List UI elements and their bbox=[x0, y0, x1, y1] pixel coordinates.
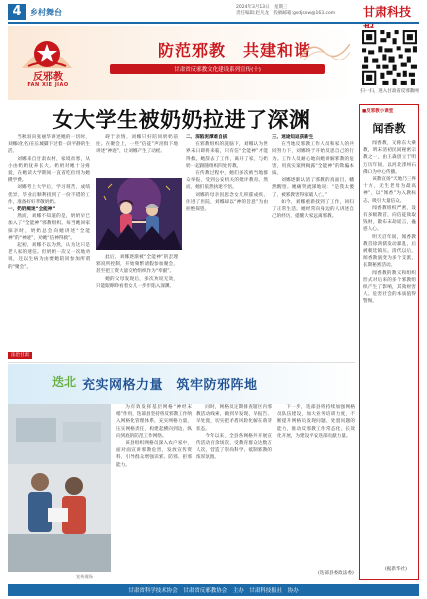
main-article-title: 女大学生被奶奶拉进了深渊 bbox=[52, 107, 311, 132]
header-info bbox=[236, 5, 366, 17]
section-name: 乡村舞台 bbox=[30, 8, 62, 17]
banner-slogan: 防范邪教 共建和谐 bbox=[158, 41, 312, 60]
paragraph: 闻香教，又称东大乘教，明末清初民间秘密宗教之一，由王森创立于明万历年间，以河北滦州石佛口为中心传播。 bbox=[363, 141, 416, 175]
bottom-article-column-3 bbox=[277, 404, 355, 574]
main-article-column-4 bbox=[272, 134, 354, 352]
article-subheading: 一、奶奶痴迷“全能神” bbox=[8, 207, 56, 213]
paragraph: 起初，刘娜不以为然，认为这只是老人家的迷信。但奶奶一次又一次地劝说，还以生病为由要她陪同参加所谓的“聚会”。 bbox=[8, 243, 90, 270]
photo-caption: 宣传现场 bbox=[76, 574, 93, 579]
source-tag: 法治甘肃 bbox=[8, 352, 32, 359]
page-header bbox=[8, 4, 419, 20]
main-article-column-2b bbox=[96, 254, 178, 352]
paragraph: 碍于亲情，刘娜只好陪同奶奶前往。在聚会上，一些“信徒”声泪俱下地讲述“神迹”，让刘娜产生了动摇。 bbox=[96, 135, 178, 155]
paragraph: 该县组织网格员深入农户家中，面对面宣讲邪教危害，发放宣传资料，引导群众增强识邪、防邪、拒邪能力。 bbox=[116, 441, 192, 468]
paragraph: 该教宣扬“天地乃三界十方，无生老母为最高神”，以“闻香”为入教标志，吸引大量信众。 bbox=[363, 177, 416, 204]
banner-subtitle-ribbon bbox=[110, 64, 325, 74]
main-article-column-1 bbox=[8, 134, 90, 352]
paragraph: 刘娜来自甘肃农村，家境贫寒，从小由奶奶抚养长大。奶奶对她十分疼爱，在她读大学期间一直省吃俭用为她攒学费。 bbox=[8, 156, 90, 184]
paragraph: 此后，刘娜逐渐被“全能神”的歪理邪说所控制，开始频繁请假参加聚会，甚至把工资大量交给组织作为“奉献”。 bbox=[96, 255, 178, 275]
bottom-article-title: 充实网格力量 筑牢防邪阵地 bbox=[82, 378, 258, 393]
paragraph: 在当地反邪教工作人员和家人的共同努力下，刘娜终于开始反思自己的行为。工作人员耐心地向她讲解邪教的危害，用真实案例揭露“全能神”的欺骗本质。 bbox=[272, 142, 354, 177]
page-footer bbox=[8, 584, 419, 596]
banner-decoration-icon bbox=[300, 30, 350, 60]
paragraph: 刘娜考上大学后，学习刻苦，成绩优异，毕业后顺利找到了一份不错的工作，准备好好孝敬奶奶。 bbox=[8, 185, 90, 205]
qr-code-icon[interactable] bbox=[360, 28, 419, 87]
paragraph: 闻香教组织严密，设有多级教首，向信徒敛取钱财，散布末劫谣言，蛊惑人心。 bbox=[363, 205, 416, 233]
article-subheading: 二、深陷泥潭难自拔 bbox=[186, 135, 228, 140]
anti-cult-logo-pinyin: FAN XIE JIAO bbox=[27, 82, 69, 88]
qr-caption: 扫一扫，进入甘肃省反邪教网 bbox=[360, 89, 419, 94]
sidebar-body bbox=[363, 140, 416, 568]
sidebar-tag: ■反邪教小课堂 bbox=[362, 109, 394, 114]
paragraph: 在邪教组织的洗脑下，刘娜认为世界末日即将来临，只有信“全能神”才能得救。她辞去了工作，离开了家，与奶奶一起跟随组织四处传教。 bbox=[186, 142, 268, 169]
footer-text: 甘肃省科学技术协会 甘肃省反邪教协会 主办 甘肃科技报社 协办 bbox=[128, 588, 299, 594]
bottom-article-column-2 bbox=[196, 404, 272, 574]
main-article-column-3 bbox=[186, 134, 268, 352]
paragraph: 如今，刘娜重新找到了工作，回归了正常生活。她经常向身边的人讲述自己的经历，提醒大家远离邪教。 bbox=[272, 199, 354, 220]
paragraph: 为有效发挥基层网格“神经末梢”作用，迭部县坚持将反邪教工作纳入网格化管理体系，充实网格力量，压实网格责任，构建起横向到边、纵向到底的防范工作网络。 bbox=[116, 405, 192, 439]
newspaper-masthead: 甘肃科技 bbox=[363, 5, 412, 19]
bottom-article-region: 迭北 bbox=[52, 375, 77, 389]
article-subheading: 三、迷途知返获新生 bbox=[272, 135, 314, 140]
paragraph: 然而，刘娜不知道的是，奶奶早已加入了“全能神”邪教组织。每当她回家探亲时，奶奶总会向她讲述“全能神”的“神迹”，劝她“信神得救”。 bbox=[8, 214, 90, 241]
section-divider bbox=[8, 362, 355, 363]
banner-subtitle: 甘肃省反邪教文化建设系列宣传(十) bbox=[174, 67, 261, 73]
header-date: 2024年3月13日 星期三 bbox=[236, 5, 288, 10]
paragraph: 闻香教的教义和组织形式对后来的多个邪教组织产生了影响，其敛财害人、危害社会的本质值得警惕。 bbox=[363, 270, 416, 305]
paragraph: 今年以来，全县各网格共开展宣传活动百余场次，受教育群众达数万人次，营造了崇尚科学、抵制邪教的浓厚氛围。 bbox=[196, 433, 272, 461]
bottom-article-author: (迭部县委政法委) bbox=[318, 571, 354, 576]
event-photo-image bbox=[8, 404, 111, 572]
bottom-article-column-1 bbox=[116, 404, 192, 574]
sidebar-author: (据新华社) bbox=[385, 567, 407, 572]
paragraph: 刘娜逐渐认清了邪教的真面目，幡然醒悟。她痛哭流涕地说：“是我太傻了，被邪教害得家破人亡。” bbox=[272, 178, 354, 198]
paragraph: 在传教过程中，她们多次被当地群众举报，受到公安机关的批评教育。然而，她们依然执迷不悟。 bbox=[186, 171, 268, 191]
anti-cult-logo-text: 反邪教 bbox=[33, 72, 63, 83]
sidebar-title: 闻香教 bbox=[372, 122, 406, 135]
illustration-image bbox=[96, 178, 182, 250]
paragraph: 当秋羽向张丽华讲述她的一切时，刘娜(化名)在长城脚下过着一段平静的生活。 bbox=[8, 135, 90, 155]
paragraph: 明天启年间，闻香教教首徐鸿儒发动暴乱，后被朝廷镇压。清代以后，闻香教演变为多个支派，长期秘密活动。 bbox=[363, 234, 416, 269]
header-editor: 责任编辑:赵凡龙 投稿邮箱:gsdjsxw@163.com bbox=[236, 11, 336, 16]
header-rule bbox=[8, 22, 419, 24]
paragraph: 同时，网格员定期排查辖区内邪教活动线索，做到早发现、早报告、早处置，切实把矛盾风险化解在萌芽状态。 bbox=[196, 405, 272, 432]
paragraph: 她的父母发现后，多次劝说无效，只能眼睁睁看着女儿一步步陷入深渊。 bbox=[96, 276, 178, 289]
paragraph: 下一步，迭部县将持续加强网格员队伍建设，加大业务培训力度，不断提升网格员发现问题、处置问题的能力，推动反邪教工作常态化、长效化开展，为建设平安迭部贡献力量。 bbox=[277, 405, 355, 439]
page-number: 4 bbox=[8, 4, 26, 20]
paragraph: 刘娜的母亲因思念女儿积郁成疾，住进了医院，刘娜却以“神的旨意”为由拒绝探望。 bbox=[186, 192, 268, 213]
